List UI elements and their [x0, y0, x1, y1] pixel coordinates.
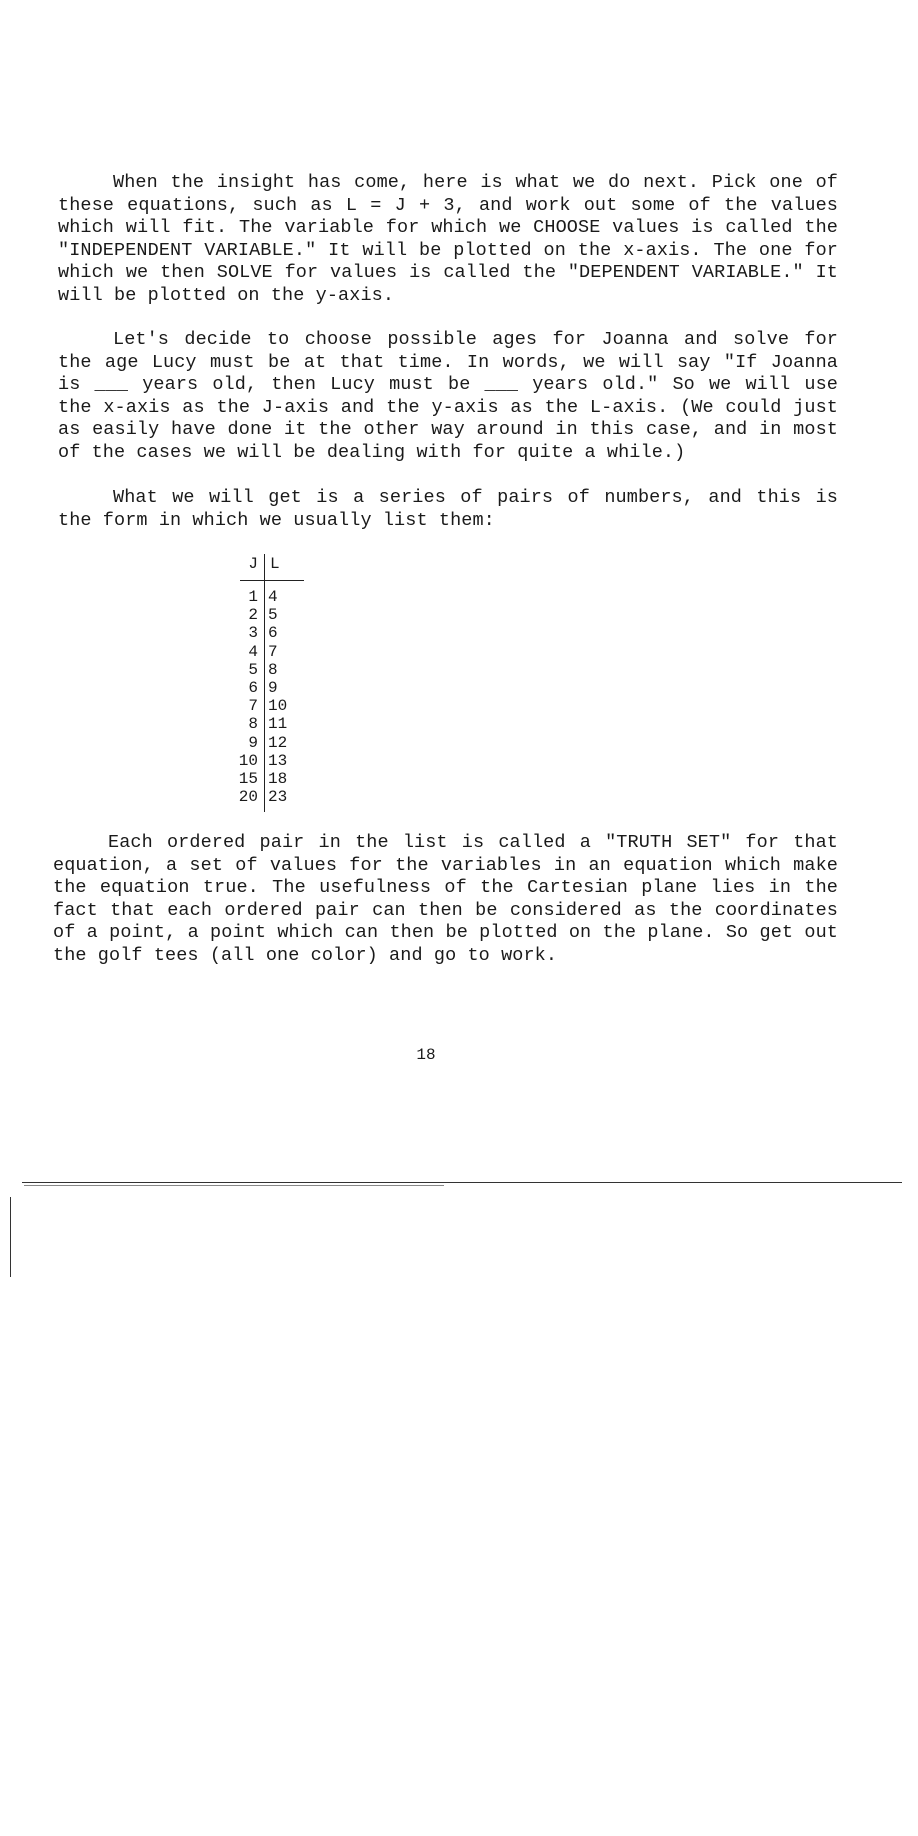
- cell-l: 13: [268, 751, 288, 770]
- table-vertical-rule: [264, 554, 265, 812]
- cell-l: 12: [268, 733, 288, 752]
- cell-l: 4: [268, 588, 278, 606]
- cell-j: 6: [248, 678, 258, 697]
- column-header-l: L: [270, 554, 280, 573]
- cell-j: 9: [248, 733, 258, 752]
- cell-j: 8: [248, 715, 258, 734]
- cell-j: 7: [248, 697, 258, 716]
- table-header-rule: [240, 580, 304, 581]
- paragraph-independent-dependent-variables: When the insight has come, here is what we do next. Pick one of these equations, such as L = J + 3, and work out some of the values which will fit. The variable for which we CHOOSE values is called the "INDEPENDENT VARIABLE." It will be plotted on the x-axis. The one for which we then SOLVE for values is called the "DEPENDENT VARIABLE." It will be plotted on the y-axis.: [58, 172, 838, 306]
- truth-table: [228, 550, 300, 806]
- cell-j: 1: [248, 588, 258, 606]
- cell-j: 3: [248, 624, 258, 643]
- scan-edge-line-secondary: [24, 1185, 444, 1186]
- page-number: 18: [416, 1046, 436, 1064]
- paragraph-truth-set: Each ordered pair in the list is called a "TRUTH SET" for that equation, a set of values for the variables in an equation which make the equation true. The usefulness of the Cartesian plane lies in the fact that each ordered pair can then be considered as the coordinates of a point, a point which can then be plotted on the plane. So get out the golf tees (all one color) and go to work.: [53, 832, 838, 966]
- column-header-j: J: [248, 554, 258, 573]
- cell-j: 4: [248, 642, 258, 661]
- cell-l: 11: [268, 715, 288, 734]
- cell-l: 6: [268, 624, 278, 643]
- cell-j: 5: [248, 660, 258, 679]
- cell-l: 7: [268, 642, 278, 661]
- cell-l: 18: [268, 769, 288, 788]
- cell-l: 5: [268, 606, 278, 625]
- cell-l: 23: [268, 788, 288, 807]
- cell-j: 10: [238, 751, 258, 770]
- scan-edge-mark: [10, 1197, 11, 1277]
- cell-l: 10: [268, 697, 288, 716]
- cell-j: 20: [238, 788, 258, 807]
- cell-l: 8: [268, 660, 278, 679]
- paragraph-choose-ages: Let's decide to choose possible ages for Joanna and solve for the age Lucy must be at that time. In words, we will say "If Joanna is ___ years old, then Lucy must be ___ years old." So we will use the x-axis as the J-axis and the y-axis as the L-axis. (We could just as easily have done it the other way around in this case, and in most of the cases we will be dealing with for quite a while.): [58, 329, 838, 463]
- scan-edge-line: [22, 1182, 902, 1183]
- paragraph-series-of-pairs: What we will get is a series of pairs of numbers, and this is the form in which we usually list them:: [58, 487, 838, 531]
- cell-j: 15: [238, 769, 258, 788]
- cell-j: 2: [248, 606, 258, 625]
- cell-l: 9: [268, 678, 278, 697]
